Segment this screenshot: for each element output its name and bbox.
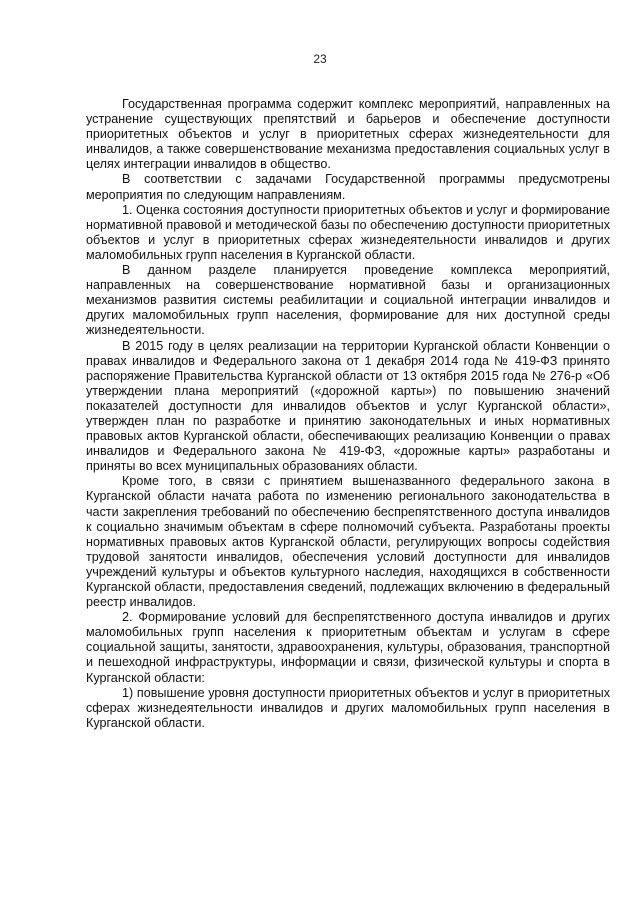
document-body: [86, 97, 610, 731]
paragraph-regional-legislation: Кроме того, в связи с принятием вышеназванного федерального закона в Курганской области начата работа по изменению регионального законодательства в части закрепления требований по обеспечению беспрепятственного доступа инвалидов к социально значимым объектам в сфере полномочий субъекта. Разработаны проекты нормативных правовых актов Курганской области, регулирующих вопросы содействия трудовой занятости инвалидов, обеспечения условий доступности для инвалидов учреждений культуры и объектов культурного наследия, находящихся в собственности Курганской области, предоставления сведений, подлежащих включению в федеральный реестр инвалидов.: [86, 474, 610, 610]
paragraph-item-1: 1) повышение уровня доступности приоритетных объектов и услуг в приоритетных сферах жизнедеятельности инвалидов и других маломобильных групп населения в Курганской области.: [86, 685, 610, 730]
page-number: 23: [313, 52, 327, 66]
paragraph-section-1-plan: В данном разделе планируется проведение комплекса мероприятий, направленных на совершенствование нормативной базы и организационных механизмов развития системы реабилитации и социальной интеграции инвалидов и других маломобильных групп населения, формирование для них доступной среды жизнедеятельности.: [86, 263, 610, 338]
paragraph-2015-measures: В 2015 году в целях реализации на территории Курганской области Конвенции о правах инвалидов и Федерального закона от 1 декабря 2014 года № 419-ФЗ принято распоряжение Правительства Курганской области от 13 октября 2015 года № 276-р «Об утверждении плана мероприятий («дорожной карты») по повышению значений показателей доступности для инвалидов объектов и услуг Курганской области», утвержден план по разработке и принятию законодательных и иных нормативных правовых актов Курганской области, обеспечивающих реализацию Конвенции о правах инвалидов и Федерального закона № 419-ФЗ, «дорожные карты» разработаны и приняты во всех муниципальных образованиях области.: [86, 338, 610, 474]
paragraph-section-2: 2. Формирование условий для беспрепятственного доступа инвалидов и других маломобильных групп населения к приоритетным объектам и услугам в сфере социальной защиты, занятости, здравоохранения, культуры, образования, транспортной и пешеходной инфраструктуры, информации и связи, физической культуры и спорта в Курганской области:: [86, 610, 610, 685]
paragraph-intro: Государственная программа содержит комплекс мероприятий, направленных на устранение существующих препятствий и барьеров и обеспечение доступности приоритетных объектов и услуг в приоритетных сферах жизнедеятельности для инвалидов, а также совершенствование механизма предоставления социальных услуг в целях интеграции инвалидов в общество.: [86, 97, 610, 172]
paragraph-directions: В соответствии с задачами Государственной программы предусмотрены мероприятия по следующим направлениям.: [86, 172, 610, 202]
paragraph-section-1: 1. Оценка состояния доступности приоритетных объектов и услуг и формирование нормативной правовой и методической базы по обеспечению доступности приоритетных объектов и услуг в приоритетных сферах жизнедеятельности инвалидов и других маломобильных групп населения в Курганской области.: [86, 202, 610, 262]
